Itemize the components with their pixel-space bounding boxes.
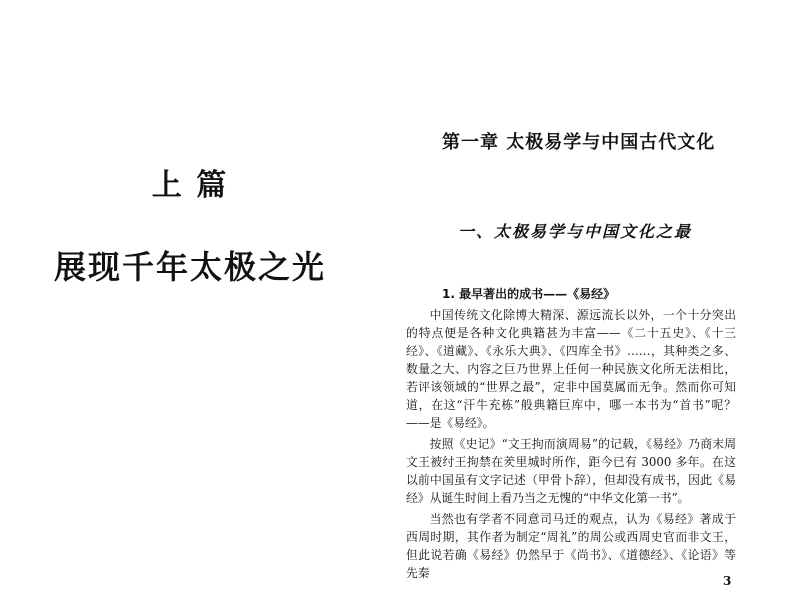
page-number: 3 (723, 574, 732, 588)
section-heading: 一、太极易学与中国文化之最 (458, 222, 693, 241)
left-page (0, 0, 396, 609)
part-title: 上 篇 (151, 168, 229, 203)
subsection-heading: 1. 最早著出的成书——《易经》 (442, 287, 616, 301)
body-text (406, 306, 736, 585)
part-subtitle: 展现千年太极之光 (53, 248, 326, 286)
paragraph-2: 按照《史记》“文王拘而演周易”的记载，《易经》乃商末周文王被纣王拘禁在羑里城时所作，距今已有 3000 多年。在这以前中国虽有文字记述（甲骨卜辞），但却没有成书，因此《易经》从诞生时间上看乃当之无愧的“中华文化第一书”。 (406, 437, 736, 505)
chapter-title: 第一章 太极易学与中国古代文化 (442, 132, 716, 153)
right-page (396, 0, 793, 609)
paragraph-3: 当然也有学者不同意司马迁的观点，认为《易经》著成于西周时期，其作者为制定“周礼”的周公或西周史官而非文王，但此说若确《易经》仍然早于《尚书》、《道德经》、《论语》等先秦 (406, 512, 736, 580)
paragraph-1: 中国传统文化除博大精深、源远流长以外，一个十分突出的特点便是各种文化典籍甚为丰富——《二十五史》、《十三经》、《道藏》、《永乐大典》、《四库全书》……，其种类之多、数量之大、内容之巨乃世界上任何一种民族文化所无法相比，若评该领域的“世界之最”，定非中国莫属而无争。然而你可知道，在这“汗牛充栋”般典籍巨库中，哪一本书为“首书”呢？——是《易经》。 (406, 308, 736, 430)
